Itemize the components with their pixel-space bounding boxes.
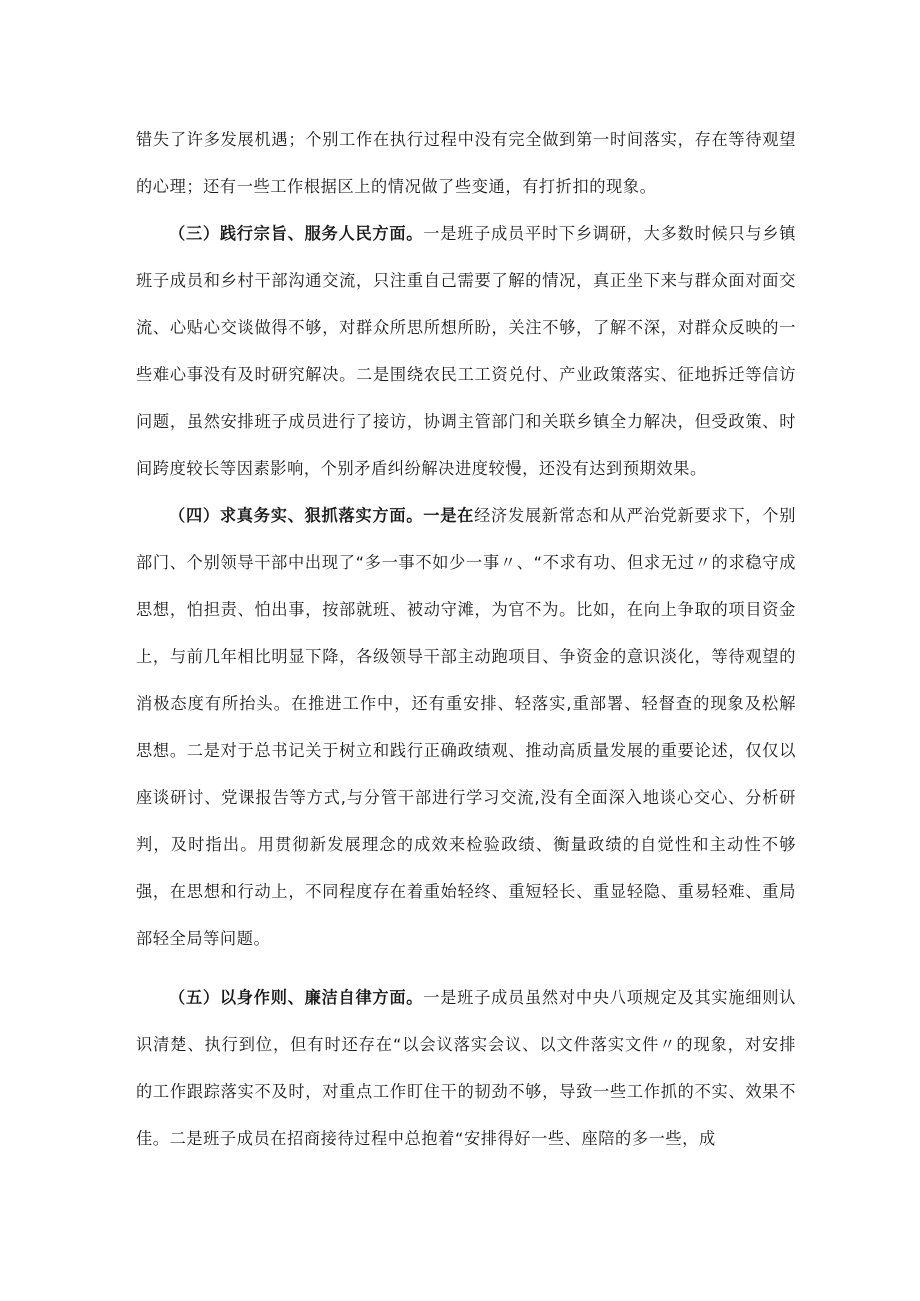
paragraph-section-4 xyxy=(136,492,796,962)
document-body xyxy=(136,116,796,1162)
paragraph-section-3 xyxy=(136,210,796,492)
paragraph-continuation xyxy=(136,116,796,210)
paragraph-text: 一是班子成员平时下乡调研，大多数时候只与乡镇班子成员和乡村干部沟通交流，只注重自己需要了解的情况，真正坐下来与群众面对面交流、心贴心交谈做得不够，对群众所思所想所盼，关注不够，了解不深，对群众反映的一些难心事没有及时研究解决。二是围绕农民工工资兑付、产业政策落实、征地拆迁等信访问题，虽然安排班子成员进行了接访，协调主管部门和关联乡镇全力解决，但受政策、时间跨度较长等因素影响，个别矛盾纠纷解决进度较慢，还没有达到预期效果。 xyxy=(136,224,797,478)
section-heading: （四）求真务实、狠抓落实方面。 xyxy=(169,506,424,525)
section-heading: （三）践行宗旨、服务人民方面。 xyxy=(169,224,424,243)
paragraph-text: 经济发展新常态和从严治党新要求下，个别部门、个别领导干部中出现了“多一事不如少一事〃、“不求有功、但求无过〃的求稳守成思想，怕担责、怕出事，按部就班、被动守滩，为官不为。比如，在向上争取的项目资金上，与前几年相比明显下降，各级领导干部主动跑项目、争资金的意识淡化，等待观望的消极态度有所抬头。在推进工作中，还有重安排、轻落实,重部署、轻督查的现象及松解思想。二是对于总书记关于树立和践行正确政绩观、推动高质量发展的重要论述，仅仅以座谈研讨、党课报告等方式,与分管干部进行学习交流,没有全面深入地谈心交心、分析研判，及时指出。用贯彻新发展理念的成效来检验政绩、衡量政绩的自觉性和主动性不够强，在思想和行动上，不同程度存在着重始轻终、重短轻长、重显轻隐、重易轻难、重局部轻全局等问题。 xyxy=(136,506,796,948)
paragraph-text: 错失了许多发展机遇；个别工作在执行过程中没有完全做到第一时间落实，存在等待观望的心理；还有一些工作根据区上的情况做了些变通，有打折扣的现象。 xyxy=(136,130,796,196)
paragraph-text: 一是班子成员虽然对中央八项规定及其实施细则认识清楚、执行到位，但有时还存在“以会议落实会议、以文件落实文件〃的现象，对安排的工作跟踪落实不及时，对重点工作盯住干的韧劲不够，导致一些工作抓的不实、效果不佳。二是班子成员在招商接待过程中总抱着“安排得好一些、座陪的多一些，成 xyxy=(136,988,797,1148)
section-lead-bold: 一是在 xyxy=(423,506,475,525)
paragraph-section-5 xyxy=(136,974,796,1162)
section-heading: （五）以身作则、廉洁自律方面。 xyxy=(169,988,424,1007)
